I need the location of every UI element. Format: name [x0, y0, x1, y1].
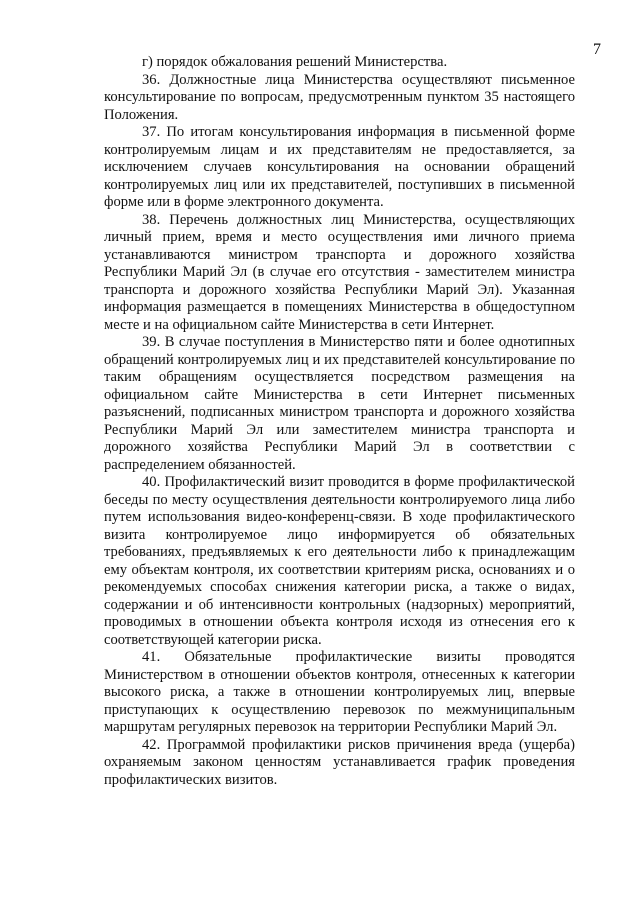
paragraph-38: 38. Перечень должностных лиц Министерства, осуществляющих личный прием, время и место осуществления ими личного приема устанавливаются министром транспорта и дорожного хозяйства Республики Марий Эл (в случае его отсутствия - заместителем министра транспорта и дорожного хозяйства Республики Марий Эл). Указанная информация размещается в помещениях Министерства в общедоступном месте и на официальном сайте Министерства в сети Интернет. [104, 211, 575, 333]
paragraph-37: 37. По итогам консультирования информация в письменной форме контролируемым лицам и их представителям не предоставляется, за исключением случаев консультирования на основании обращений контролируемых лиц или их представителей, поступивших в письменной форме или в форме электронного документа. [104, 124, 575, 210]
paragraph-42: 42. Программой профилактики рисков причинения вреда (ущерба) охраняемым законом ценностям устанавливается график проведения профилактических визитов. [104, 736, 575, 788]
paragraph-item-g: г) порядок обжалования решений Министерства. [142, 54, 448, 70]
paragraph-40: 40. Профилактический визит проводится в форме профилактической беседы по месту осуществления деятельности контролируемого лица либо путем использования видео-конференц-связи. В ходе профилактического визита контролируемое лицо информируется об обязательных требованиях, предъявляемых к его деятельности либо к принадлежащим ему объектам контроля, их соответствии критериям риска, основаниях и о рекомендуемых способах снижения категории риска, а также о видах, содержании и об интенсивности контрольных (надзорных) мероприятий, проводимых в отношении объекта контроля исходя из отнесения его к соответствующей категории риска. [104, 474, 575, 648]
paragraph-39: 39. В случае поступления в Министерство пяти и более однотипных обращений контролируемых лиц и их представителей консультирование по таким обращениям осуществляется посредством размещения на официальном сайте Министерства в сети Интернет письменных разъяснений, подписанных министром транспорта и дорожного хозяйства Республики Марий Эл или заместителем министра транспорта и дорожного хозяйства Республики Марий Эл в соответствии с распределением обязанностей. [104, 334, 575, 473]
page-number: 7 [593, 41, 601, 58]
paragraph-41: 41. Обязательные профилактические визиты проводятся Министерством в отношении объектов контроля, отнесенных к категории высокого риска, а также в отношении контролируемых лиц, впервые приступающих к осуществлению перевозок по межмуниципальным маршрутам регулярных перевозок на территории Республики Марий Эл. [104, 649, 575, 735]
document-body [104, 54, 575, 789]
paragraph-36: 36. Должностные лица Министерства осуществляют письменное консультирование по вопросам, предусмотренным пунктом 35 настоящего Положения. [104, 71, 575, 123]
